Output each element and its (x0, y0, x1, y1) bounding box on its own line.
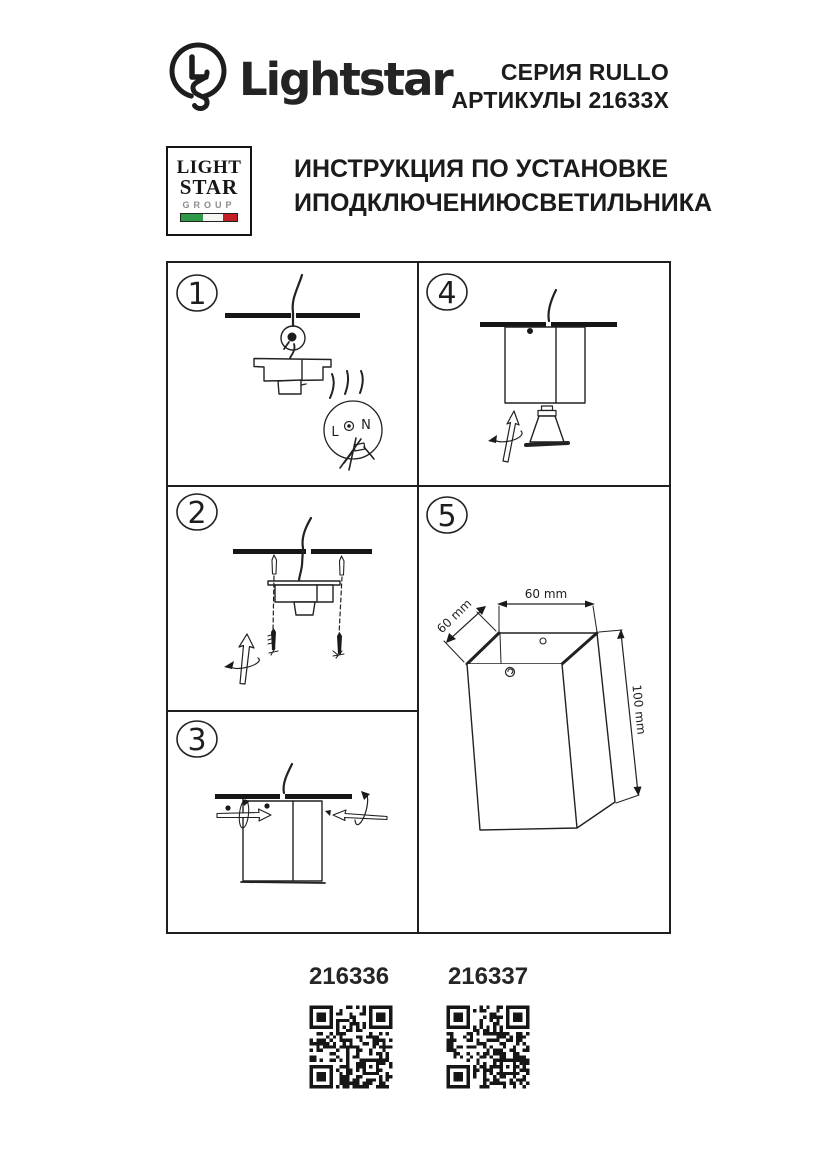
italian-flag-bar (180, 213, 238, 222)
box-front-face (467, 664, 577, 830)
step-1-diagram (168, 263, 417, 485)
dimension-depth: 60 mm (434, 596, 475, 636)
step-5-number: 5 (437, 499, 457, 534)
flag-red (223, 214, 237, 221)
badge-light: LIGHT (176, 157, 242, 178)
lightstar-group-badge (166, 146, 252, 236)
upper-screw-right (340, 556, 345, 575)
product-code-216336: 216336 (308, 963, 390, 990)
product-code-216337: 216337 (447, 963, 529, 990)
bracket-body (275, 585, 333, 602)
screwdriver-arrow (239, 634, 254, 684)
step-3-number: 3 (187, 723, 207, 758)
supply-wires (330, 374, 334, 398)
screw-right (337, 632, 342, 654)
dimension-height: 100 mm (629, 683, 649, 736)
step-1-number: 1 (187, 277, 207, 312)
dimension-width: 60 mm (524, 587, 568, 601)
power-cable (548, 290, 556, 321)
flag-green (181, 214, 203, 221)
step-2-number: 2 (187, 496, 207, 531)
insert-arrow (503, 411, 519, 462)
step-5-diagram (417, 485, 669, 932)
mounting-bracket (254, 359, 331, 382)
push-arrow-right (333, 810, 387, 821)
lightstar-logo-icon (167, 40, 233, 116)
lamp-body (505, 327, 585, 403)
terminal-l-label: L (331, 425, 339, 440)
step-4-number: 4 (437, 276, 457, 311)
title-line-2: И ПОДКЛЮЧЕНИЮ СВЕТИЛЬНИКА (294, 189, 713, 217)
upper-screw-left (272, 555, 277, 574)
step-2-diagram (168, 485, 417, 710)
series-block (451, 58, 669, 114)
badge-star: STAR (179, 175, 239, 199)
power-cable (284, 764, 292, 793)
flag-white (203, 214, 223, 221)
badge-group: GROUP (182, 200, 236, 210)
brand-wordmark: Lightstar (239, 53, 452, 106)
series-name: СЕРИЯ RULLO (500, 59, 669, 85)
article-numbers: АРТИКУЛЫ 21633X (451, 87, 669, 113)
box-side-face (577, 633, 615, 828)
step-4-diagram (417, 263, 669, 485)
terminal-box (278, 380, 301, 394)
title-line-1: ИНСТРУКЦИЯ ПО УСТАНОВКЕ (294, 155, 668, 183)
page-title (294, 152, 713, 220)
terminal-n-label: N (361, 418, 371, 433)
screw-left (271, 628, 276, 650)
gu10-bulb (526, 406, 568, 445)
qr-code-right (445, 1004, 531, 1090)
steps-grid (166, 261, 671, 934)
step-3-diagram (168, 710, 417, 932)
terminal-box (294, 602, 315, 615)
power-cable (293, 275, 302, 326)
qr-code-left (308, 1004, 394, 1090)
rotation-right (355, 794, 368, 825)
